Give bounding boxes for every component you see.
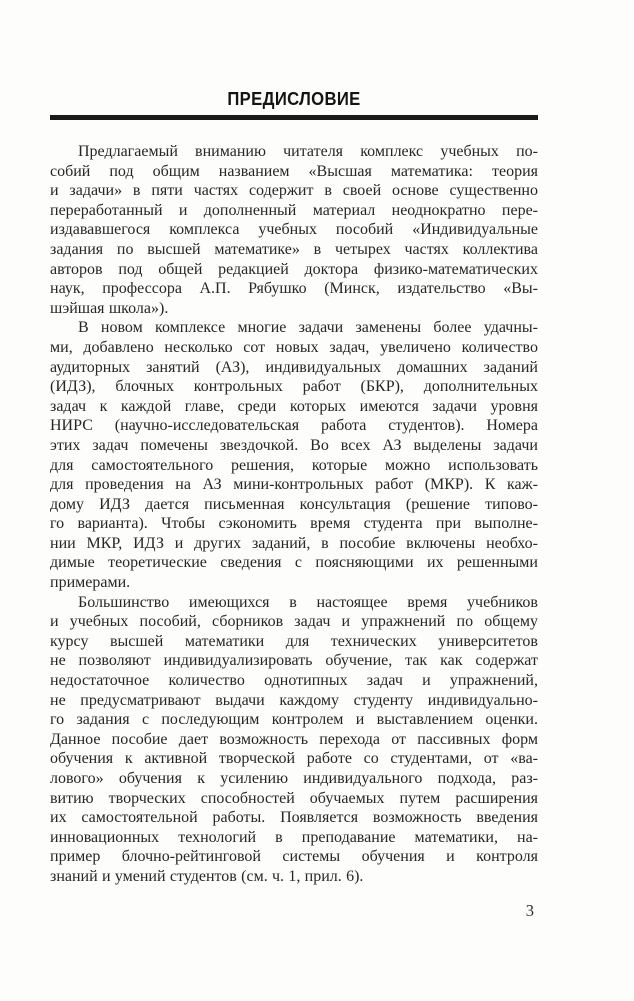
text-line: димые теоретические сведения с поясняющими их решенными [50,554,538,572]
text-line: Большинство имеющихся в настоящее время учебников [78,593,538,611]
text-line: дому ИДЗ дается письменная консультация (решение типово- [50,495,538,513]
text-line: аудиторных занятий (АЗ), индивидуальных домашних заданий [50,358,538,376]
text-line: курсу высшей математики для технических университетов [50,632,538,650]
heading-rule [50,115,538,120]
text-line: шэйшая школа»). [50,299,169,317]
text-line: знаний и умений студентов (см. ч. 1, прил. 6). [50,867,364,885]
text-line: собий под общим названием «Высшая математика: теория [50,162,538,180]
text-line: издававшегося комплекса учебных пособий «Индивидуальные [50,221,538,239]
text-line: го задания с последующим контролем и выставлением оценки. [50,711,538,729]
preface-body [50,142,538,887]
text-line: этих задач помечены звездочкой. Во всех АЗ выделены задачи [50,436,538,454]
text-line: не предусматривают выдачи каждому студенту индивидуально- [50,691,538,709]
text-line: задач к каждой главе, среди которых имеются задачи уровня [50,397,538,415]
text-line: НИРС (научно-исследовательская работа студентов). Номера [50,417,538,435]
text-line: наук, профессора А.П. Рябушко (Минск, издательство «Вы- [50,280,538,298]
text-line: пример блочно-рейтинговой системы обучения и контроля [50,848,538,866]
text-line: лового» обучения к усилению индивидуального подхода, раз- [50,770,538,787]
text-line: Предлагаемый вниманию читателя комплекс учебных по- [78,143,538,160]
text-line: примерами. [50,574,131,592]
text-line: обучения к активной творческой работе со студентами, от «ва- [50,750,538,768]
text-line: недостаточное количество однотипных задач и упражнений, [50,672,538,690]
text-line: нии МКР, ИДЗ и других заданий, в пособие включены необхо- [50,534,538,552]
text-line: Данное пособие дает возможность перехода от пассивных форм [50,730,538,748]
text-line: для проведения на АЗ мини-контрольных работ (МКР). К каж- [50,476,538,494]
text-line: авторов под общей редакцией доктора физико-математических [50,260,538,278]
text-line: задания по высшей математике» в четырех частях коллектива [50,240,538,258]
page-content [50,0,538,887]
text-line: ми, добавлено несколько сот новых задач, увеличено количество [50,338,538,356]
text-line: не позволяют индивидуализировать обучение, так как содержат [50,652,538,670]
text-line: го варианта). Чтобы сэкономить время студента при выполне- [50,515,538,533]
text-line: В новом комплексе многие задачи заменены более удачны- [78,319,538,337]
text-line: и учебных пособий, сборников задач и упражнений по общему [50,613,538,631]
text-line: инновационных технологий в преподавание математики, на- [50,828,538,846]
text-line: (ИДЗ), блочных контрольных работ (БКР), дополнительных [50,378,538,396]
preface-heading: ПРЕДИСЛОВИЕ [227,88,361,109]
text-line: переработанный и дополненный материал неоднократно пере- [50,201,538,219]
text-line: витию творческих способностей обучаемых путем расширения [50,789,538,807]
text-line: их самостоятельной работы. Появляется возможность введения [50,809,538,827]
page-number: 3 [525,901,534,920]
text-line: для самостоятельного решения, которые можно использовать [50,456,538,474]
text-line: и задачи» в пяти частях содержит в своей основе существенно [50,182,538,200]
